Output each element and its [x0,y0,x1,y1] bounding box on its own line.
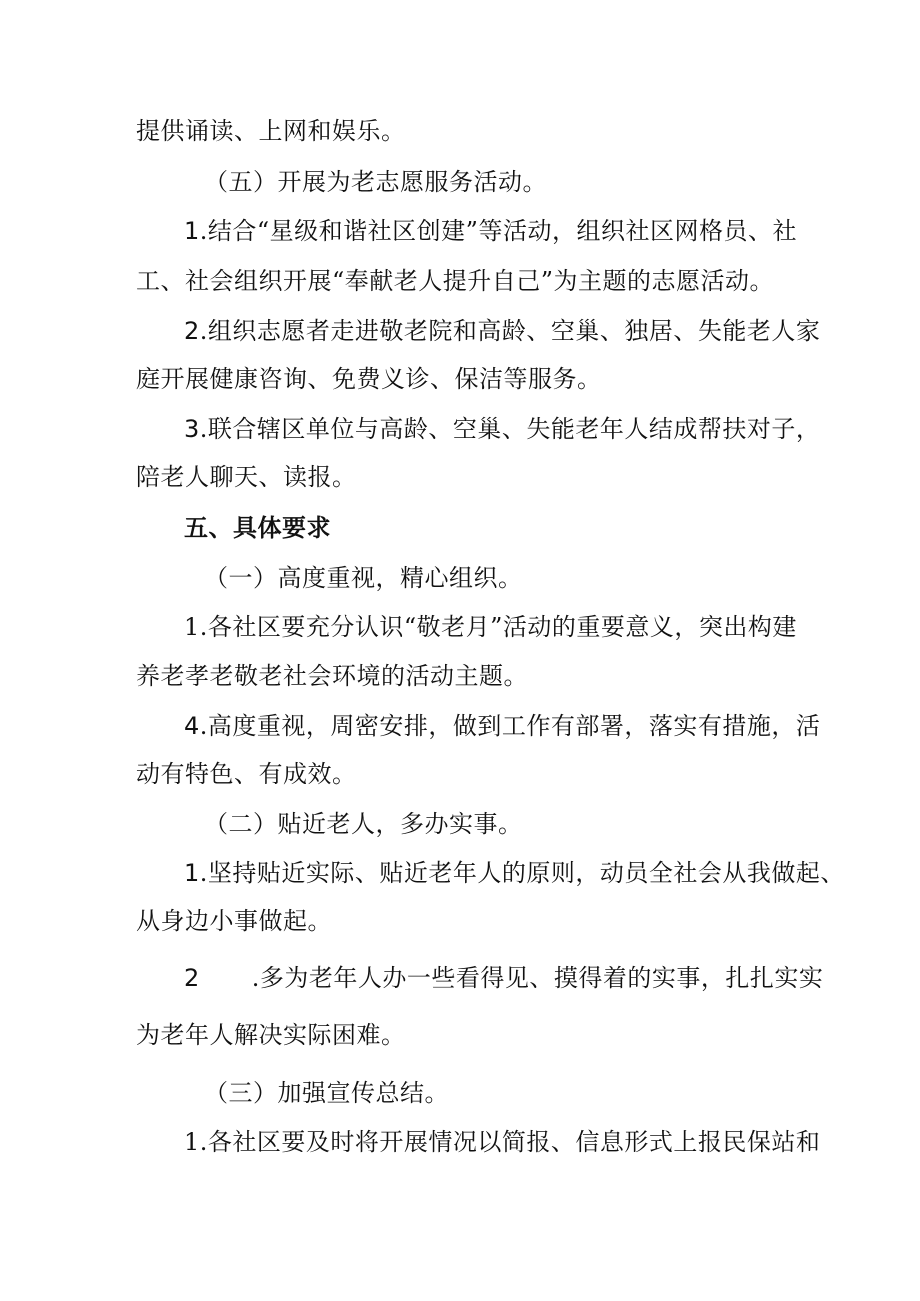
text: 陪老人聊天、读报。 [136,463,357,491]
paragraph-line-continuation [136,906,332,936]
paragraph-text: .组织志愿者走进敬老院和高龄、空巢、独居、失能老人家 [199,317,821,345]
paragraph-number: 2 [184,317,200,345]
section-heading [184,513,331,543]
paragraph-line-continuation [136,116,406,146]
text: （三）加强宣传总结。 [204,1079,449,1107]
paragraph-text: .多为老年人办一些看得见、摸得着的实事，扎扎实实 [251,964,824,992]
numbered-paragraph-1 [184,216,797,246]
numbered-paragraph-3 [184,414,820,444]
paragraph-number: 1 [184,217,200,245]
text: （二）贴近老人，多办实事。 [204,810,523,838]
paragraph-line-continuation [136,661,528,691]
paragraph-line-continuation [136,1020,406,1050]
text: 为老年人解决实际困难。 [136,1021,406,1049]
numbered-paragraph-1 [184,612,797,642]
numbered-paragraph-1 [184,858,845,888]
text: 提供诵读、上网和娱乐。 [136,117,406,145]
paragraph-number: 3 [184,415,200,443]
paragraph-text: 1.各社区要及时将开展情况以简报、信息形式上报民保站和 [184,1128,821,1156]
paragraph-number: 1 [184,859,200,887]
paragraph-line-continuation [136,266,774,296]
section-subheading-one [204,563,523,593]
text: 从身边小事做起。 [136,907,332,935]
text: （一）高度重视，精心组织。 [204,564,523,592]
paragraph-line-continuation [136,364,602,394]
text: 五、具体要求 [184,514,331,542]
numbered-paragraph-2 [184,316,820,346]
section-subheading-five [204,167,547,197]
paragraph-number: 2 [184,964,200,992]
paragraph-text: .结合“星级和谐社区创建”等活动，组织社区网格员、社 [199,217,797,245]
paragraph-text: .坚持贴近实际、贴近老年人的原则，动员全社会从我做起、 [199,859,845,887]
numbered-paragraph-4 [184,711,820,741]
paragraph-number: 4 [184,712,200,740]
text: 工、社会组织开展“奉献老人提升自己”为主题的志愿活动。 [136,267,775,295]
paragraph-text: 1.各社区要充分认识“敬老月”活动的重要意义，突出构建 [184,613,797,641]
paragraph-text: .联合辖区单位与高龄、空巢、失能老年人结成帮扶对子， [199,415,821,443]
paragraph-text: .高度重视，周密安排，做到工作有部署，落实有措施，活 [199,712,821,740]
text: （五）开展为老志愿服务活动。 [204,168,547,196]
paragraph-line-continuation [136,759,357,789]
paragraph-line-continuation [136,462,357,492]
text: 庭开展健康咨询、免费义诊、保洁等服务。 [136,365,602,393]
section-subheading-two [204,809,523,839]
text: 养老孝老敬老社会环境的活动主题。 [136,662,528,690]
text: 动有特色、有成效。 [136,760,357,788]
numbered-paragraph-2 [184,963,823,993]
section-subheading-three [204,1078,449,1108]
numbered-paragraph-1 [184,1127,820,1157]
